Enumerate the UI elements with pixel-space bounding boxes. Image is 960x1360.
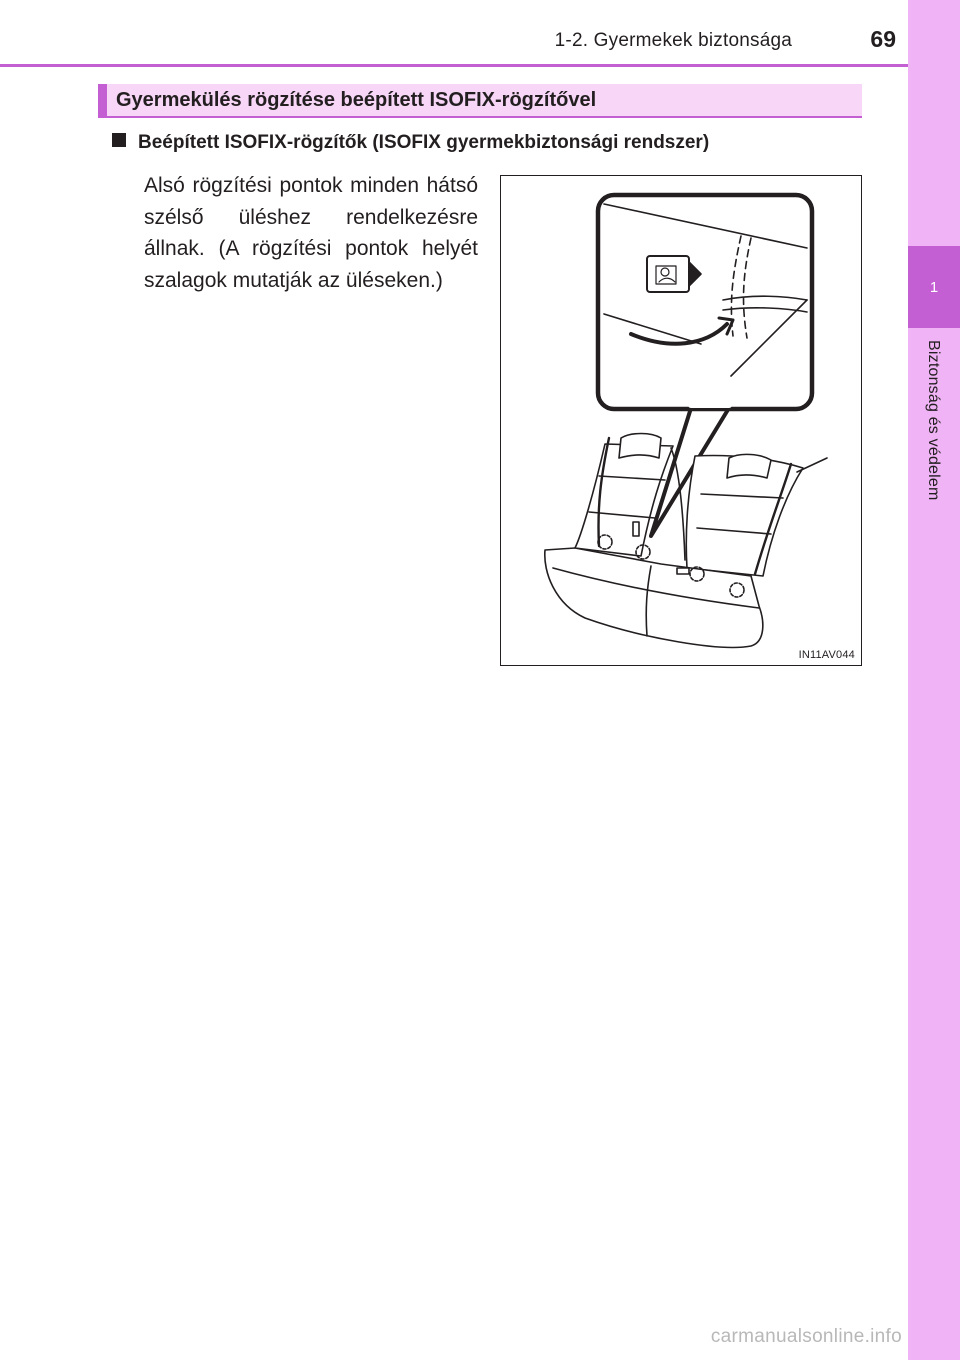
section-heading-bar [98,84,862,118]
side-thumb-strip [908,0,960,1360]
chapter-label: Biztonság és védelem [925,340,942,501]
isofix-figure [500,175,862,666]
page-number: 69 [870,26,896,52]
chapter-tab [908,246,960,328]
section-title: Gyermekülés rögzítése beépített ISOFIX-rögzítővel [116,89,597,111]
body-paragraph: Alsó rögzítési pontok minden hátsó szélső üléshez rendelkezésre állnak. (A rögzítési pontok helyét szalagok mutatják az üléseken.) [144,174,478,292]
square-bullet-icon [112,133,126,147]
figure-id: IN11AV044 [798,649,855,661]
header-rule [0,64,908,67]
rear-seat-isofix-illustration [501,176,861,665]
chapter-number: 1 [929,278,939,296]
watermark: carmanualsonline.info [710,1326,902,1347]
running-header: 1-2. Gyermekek biztonsága [554,30,792,51]
subheading-text: Beépített ISOFIX-rögzítők (ISOFIX gyermekbiztonsági rendszer) [138,132,710,153]
subheading [112,132,872,154]
